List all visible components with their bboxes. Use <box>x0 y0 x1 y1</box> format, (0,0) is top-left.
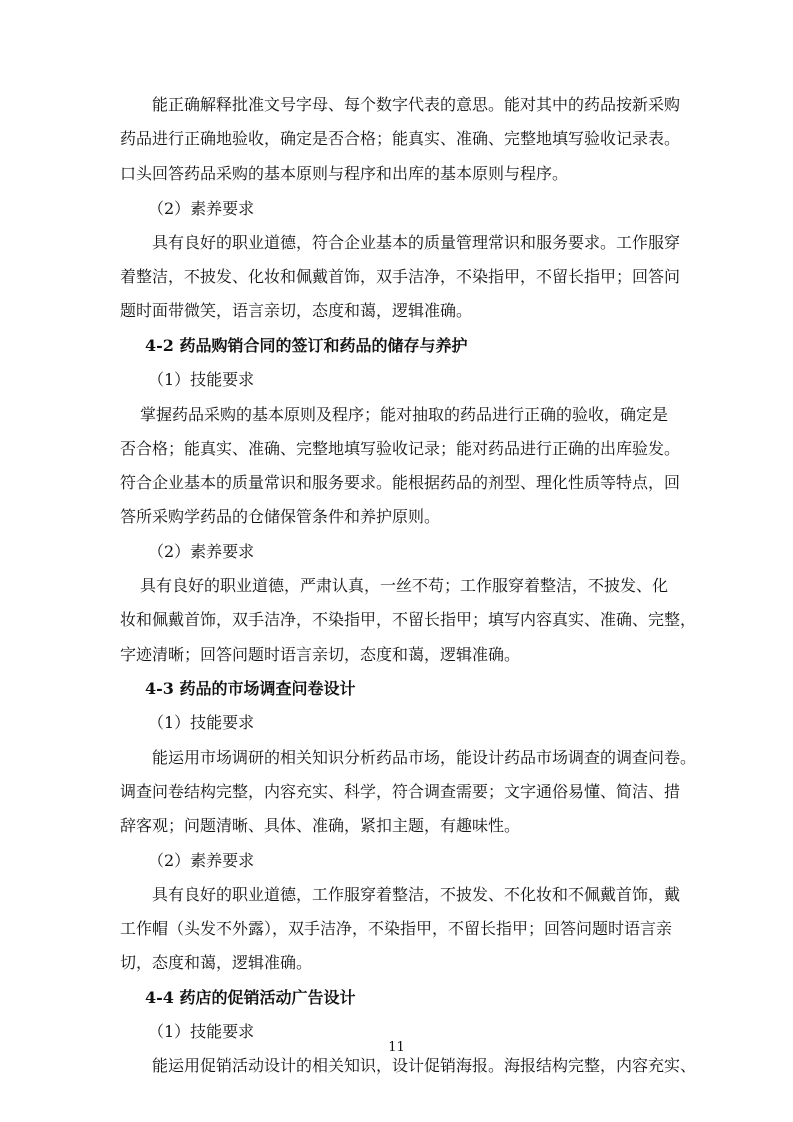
body-text-line: 能正确解释批准文号字母、每个数字代表的意思。能对其中的药品按新采购 <box>152 95 681 114</box>
subsection-label: （1）技能要求 <box>148 713 255 732</box>
section-heading: 4-4 药店的促销活动广告设计 <box>145 988 356 1007</box>
body-text-line: 掌握药品采购的基本原则及程序；能对抽取的药品进行正确的验收，确定是 <box>140 405 669 424</box>
body-text-line: 具有良好的职业道德，符合企业基本的质量管理常识和服务要求。工作服穿 <box>152 233 681 252</box>
body-text-line: 调查问卷结构完整，内容充实、科学，符合调查需要；文字通俗易懂、简洁、措 <box>120 782 681 801</box>
section-heading: 4-2 药品购销合同的签订和药品的储存与养护 <box>145 336 468 355</box>
body-text-line: 能运用促销活动设计的相关知识，设计促销海报。海报结构完整，内容充实、 <box>152 1056 697 1075</box>
subsection-label: （2）素养要求 <box>148 199 255 218</box>
body-text-line: 辞客观；问题清晰、具体、准确，紧扣主题，有趣味性。 <box>120 816 521 835</box>
body-text-line: 妆和佩戴首饰，双手洁净，不染指甲，不留长指甲；填写内容真实、准确、完整， <box>120 610 697 629</box>
body-text-line: 题时面带微笑，语言亲切，态度和蔼，逻辑准确。 <box>120 301 473 320</box>
body-text-line: 符合企业基本的质量常识和服务要求。能根据药品的剂型、理化性质等特点，回 <box>120 473 681 492</box>
body-text-line: 切，态度和蔼，逻辑准确。 <box>120 953 313 972</box>
subsection-label: （2）素养要求 <box>148 851 255 870</box>
subsection-label: （2）素养要求 <box>148 542 255 561</box>
body-text-line: 否合格；能真实、准确、完整地填写验收记录；能对药品进行正确的出库验发。 <box>120 439 681 458</box>
subsection-label: （1）技能要求 <box>148 370 255 389</box>
body-text-line: 工作帽（头发不外露），双手洁净，不染指甲，不留长指甲；回答问题时语言亲 <box>120 919 673 938</box>
section-heading: 4-3 药品的市场调查问卷设计 <box>145 679 356 698</box>
body-text-line: 具有良好的职业道德，工作服穿着整洁，不披发、不化妆和不佩戴首饰，戴 <box>152 885 681 904</box>
body-text-line: 药品进行正确地验收，确定是否合格；能真实、准确、完整地填写验收记录表。 <box>120 129 681 148</box>
body-text-line: 字迹清晰；回答问题时语言亲切，态度和蔼，逻辑准确。 <box>120 645 521 664</box>
body-text-line: 具有良好的职业道德，严肃认真，一丝不苟；工作服穿着整洁，不披发、化 <box>140 576 669 595</box>
body-text-line: 口头回答药品采购的基本原则与程序和出库的基本原则与程序。 <box>120 164 569 183</box>
body-text-line: 能运用市场调研的相关知识分析药品市场，能设计药品市场调查的调查问卷。 <box>152 748 697 767</box>
body-text-line: 着整洁，不披发、化妆和佩戴首饰，双手洁净，不染指甲，不留长指甲；回答问 <box>120 267 681 286</box>
body-text-line: 答所采购学药品的仓储保管条件和养护原则。 <box>120 507 441 526</box>
page-number: 11 <box>388 1040 405 1055</box>
subsection-label: （1）技能要求 <box>148 1022 255 1041</box>
